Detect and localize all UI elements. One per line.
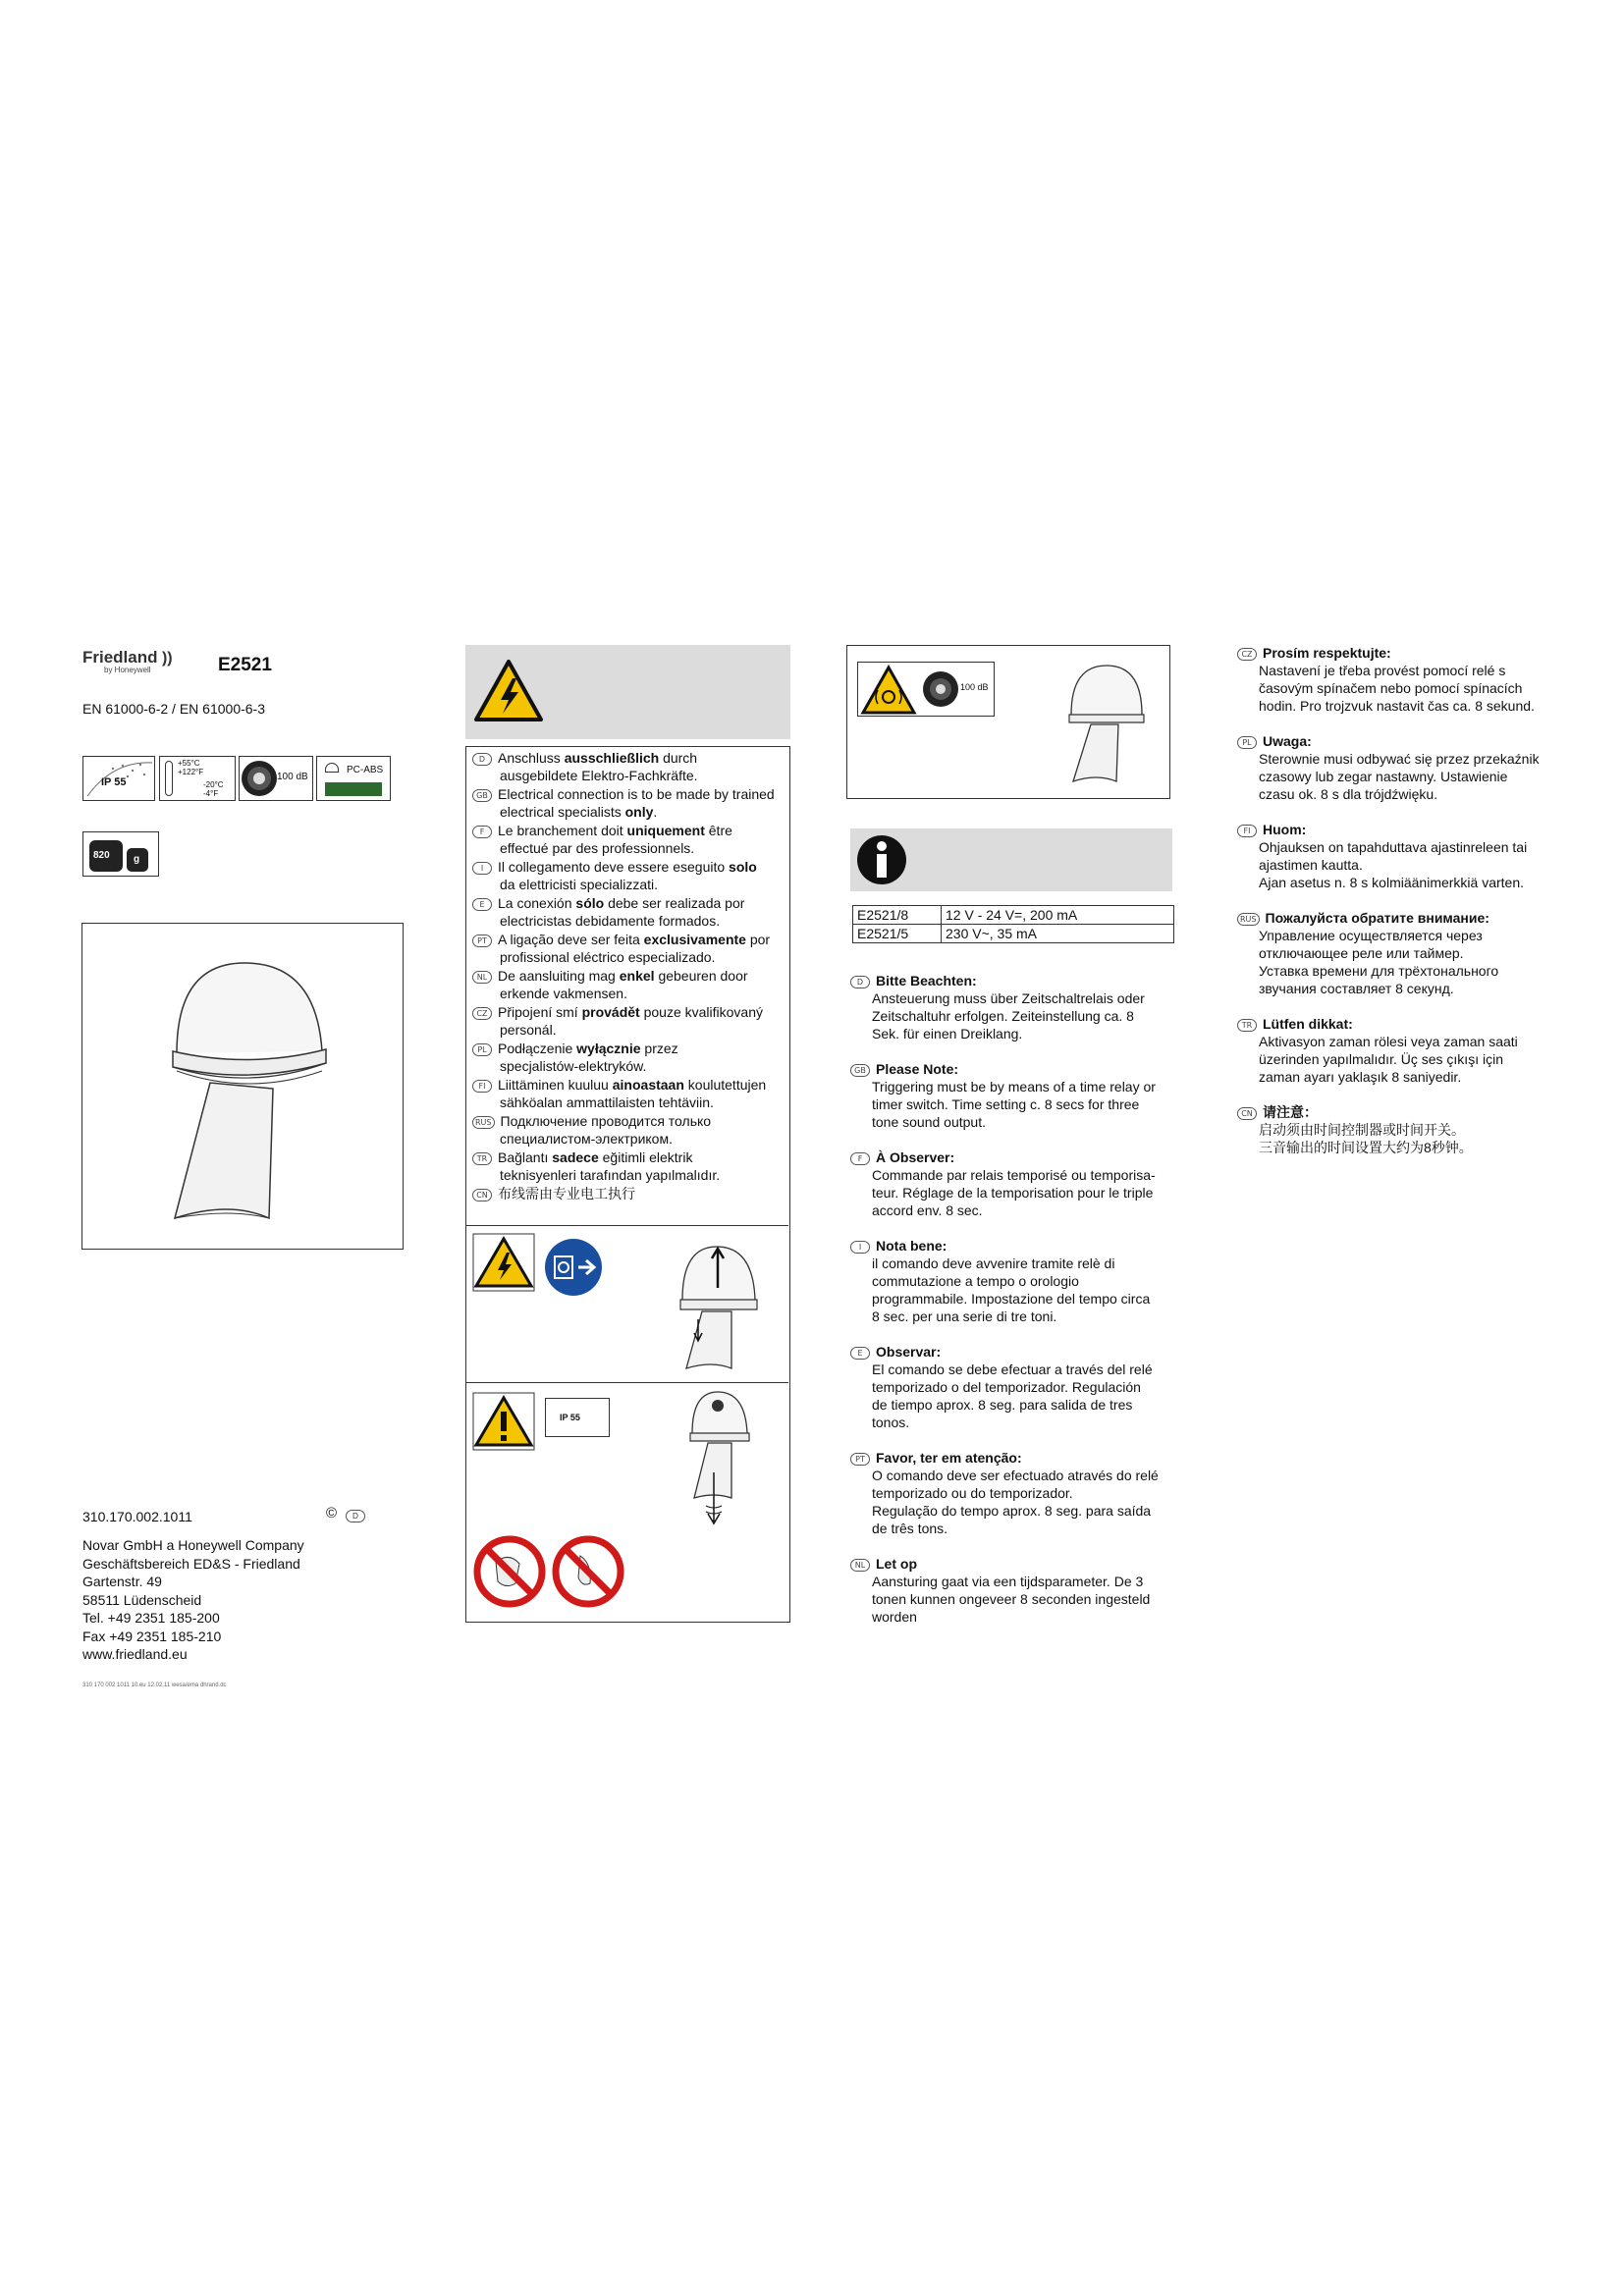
notes-column-4 xyxy=(1237,644,1591,1174)
note-line: czasowy lub zegar nastawny. Ustawienie xyxy=(1259,769,1508,784)
note-section xyxy=(1237,1103,1591,1156)
brand-name: Friedland xyxy=(82,648,158,667)
product-illustration xyxy=(81,923,404,1250)
spec-value: 230 V~, 35 mA xyxy=(942,925,1174,943)
warning-text: erkende vakmensen. xyxy=(500,986,627,1001)
warning-item xyxy=(472,1112,789,1148)
lang-badge: CZ xyxy=(1237,648,1257,661)
warning-text: 布线需由专业电工执行 xyxy=(498,1186,635,1201)
note-section xyxy=(850,1343,1184,1431)
note-line: Sterownie musi odbywać się przez przekaźnik xyxy=(1259,751,1540,767)
warning-text: eğitimli elektrik xyxy=(598,1149,693,1165)
warning-text: da elettricisti specializzati. xyxy=(500,877,659,892)
note-title: Пожалуйста обратите внимание: xyxy=(1265,910,1489,926)
high-voltage-icon xyxy=(472,1233,535,1292)
lang-badge: E xyxy=(472,898,492,911)
note-title: Please Note: xyxy=(876,1061,959,1077)
warning-text: Anschluss xyxy=(498,750,565,766)
warning-item xyxy=(472,785,789,821)
note-line: de tiempo aprox. 8 seg. para salida de tres xyxy=(872,1397,1133,1413)
note-section xyxy=(1237,1015,1591,1086)
lang-badge: F xyxy=(850,1152,870,1165)
sound-level-icon xyxy=(239,756,313,801)
lang-badge: I xyxy=(472,862,492,875)
note-line: O comando deve ser efectuado através do relé xyxy=(872,1468,1159,1483)
warning-header xyxy=(465,645,790,739)
high-voltage-icon xyxy=(473,659,544,723)
copyright-icon: © xyxy=(326,1505,338,1522)
note-line: Ajan asetus n. 8 s kolmiäänimerkkiä varten. xyxy=(1259,875,1525,890)
spec-table xyxy=(852,905,1174,943)
lang-badge: CN xyxy=(472,1189,492,1201)
note-section xyxy=(1237,644,1591,715)
lang-badge: PL xyxy=(472,1043,492,1056)
warning-emphasis: enkel xyxy=(619,968,655,984)
note-line: звучания составляет 8 секунд. xyxy=(1259,981,1454,996)
note-line: tonos. xyxy=(872,1415,910,1430)
spec-row xyxy=(853,925,1174,943)
note-line: časovým spínačem nebo pomocí spínacích xyxy=(1259,680,1523,696)
note-line: timer switch. Time setting c. 8 secs for three xyxy=(872,1096,1140,1112)
warning-text: pouze kvalifikovaný xyxy=(639,1004,764,1020)
note-line: Ansteuerung muss über Zeitschaltrelais oder xyxy=(872,990,1145,1006)
note-line: Aansturing gaat via een tijdsparameter. De 3 xyxy=(872,1574,1144,1589)
siren-illustration xyxy=(1044,654,1162,793)
sound-caution-icon xyxy=(860,665,917,716)
weight-icon xyxy=(82,831,159,877)
warning-text: durch xyxy=(659,750,698,766)
warning-item xyxy=(472,1185,789,1202)
note-line: ajastimen kautta. xyxy=(1259,857,1363,873)
warning-text: personál. xyxy=(500,1022,557,1038)
temp-high-f: +122°F xyxy=(178,768,204,776)
warning-item xyxy=(472,1148,789,1184)
note-line: zaman ayarı yaklaşık 8 saniyedir. xyxy=(1259,1069,1462,1085)
note-title: Lütfen dikkat: xyxy=(1263,1016,1353,1032)
lang-badge: TR xyxy=(472,1152,492,1165)
warning-text: gebeuren door xyxy=(654,968,748,984)
warning-item xyxy=(472,1040,789,1075)
warning-emphasis: ainoastaan xyxy=(612,1077,684,1093)
note-line: отключающее реле или таймер. xyxy=(1259,945,1464,961)
note-line: Aktivasyon zaman rölesi veya zaman saati xyxy=(1259,1034,1518,1049)
lang-badge: E xyxy=(850,1347,870,1360)
sound-figure xyxy=(846,645,1170,799)
warning-item xyxy=(472,931,789,966)
warning-item xyxy=(472,858,789,893)
warning-text: ausgebildete Elektro-Fachkräfte. xyxy=(500,768,698,783)
warning-emphasis: exclusivamente xyxy=(643,932,746,947)
note-section xyxy=(850,1060,1184,1131)
note-line: temporizado o del temporizador. Regulación xyxy=(872,1379,1141,1395)
weight-unit: g xyxy=(134,854,140,865)
warning-item xyxy=(472,749,789,784)
spec-model: E2521/8 xyxy=(853,906,942,925)
warning-text: electrical specialists xyxy=(500,804,625,820)
warning-text: La conexión xyxy=(498,895,576,911)
lang-badge: F xyxy=(472,826,492,838)
note-line: hodin. Pro trojzvuk nastavit čas ca. 8 sekund. xyxy=(1259,698,1535,714)
warning-emphasis: sólo xyxy=(575,895,605,911)
lang-badge: I xyxy=(850,1241,870,1254)
warning-panel xyxy=(465,746,790,1623)
material-icon xyxy=(316,756,391,801)
note-title: 请注意： xyxy=(1263,1104,1318,1120)
db-label: 100 dB xyxy=(277,772,308,782)
note-line: Commande par relais temporisé ou temporisa- xyxy=(872,1167,1156,1183)
note-title: À Observer: xyxy=(876,1149,955,1165)
note-section xyxy=(1237,821,1591,891)
note-title: Favor, ter em atenção: xyxy=(876,1450,1022,1466)
lang-badge: PT xyxy=(850,1453,870,1466)
warning-text: teknisyenleri tarafından yapılmalıdır. xyxy=(500,1167,721,1183)
company-name: Novar GmbH a Honeywell Company xyxy=(82,1537,304,1553)
note-section xyxy=(850,1449,1184,1537)
lang-badge: NL xyxy=(472,971,492,984)
waves-icon: )) xyxy=(161,650,173,667)
warning-text: debe ser realizada por xyxy=(604,895,745,911)
unplug-icon xyxy=(543,1237,604,1298)
note-line: worden xyxy=(872,1609,917,1625)
lang-badge: GB xyxy=(850,1064,870,1077)
caution-icon xyxy=(472,1392,535,1451)
note-section xyxy=(850,1237,1184,1325)
ip-rating-small xyxy=(545,1398,610,1437)
warning-text: De aansluiting mag xyxy=(498,968,620,984)
note-title: Observar: xyxy=(876,1344,942,1360)
note-line: Ohjauksen on tapahduttava ajastinreleen tai xyxy=(1259,839,1528,855)
warning-text: Le branchement doit xyxy=(498,823,627,838)
warning-text: Připojení smí xyxy=(498,1004,582,1020)
note-line: czasu ok. 8 s dla trójdźwięku. xyxy=(1259,786,1438,802)
spec-row xyxy=(853,906,1174,925)
note-section xyxy=(1237,732,1591,803)
note-line: 8 sec. per una serie di tre toni. xyxy=(872,1308,1057,1324)
note-line: üzerinden yapılmalıdır. Üç ses çıkışı için xyxy=(1259,1051,1503,1067)
temp-low-f: -4°F xyxy=(203,789,219,798)
warning-emphasis: only xyxy=(624,804,654,820)
note-line: programmabile. Impostazione del tempo circa xyxy=(872,1291,1151,1307)
warning-text: Podłączenie xyxy=(498,1041,577,1056)
warning-item xyxy=(472,894,789,930)
warning-text: être xyxy=(704,823,732,838)
note-line: Triggering must be by means of a time relay or xyxy=(872,1079,1156,1095)
note-title: Uwaga: xyxy=(1263,733,1312,749)
spec-value: 12 V - 24 V=, 200 mA xyxy=(942,906,1174,925)
note-section xyxy=(1237,909,1591,997)
speaker-icon xyxy=(921,667,960,712)
lang-badge: FI xyxy=(472,1080,492,1093)
note-section xyxy=(850,972,1184,1042)
warning-text: . xyxy=(653,804,658,820)
warning-item xyxy=(472,822,789,857)
company-tel: Tel. +49 2351 185-200 xyxy=(82,1610,220,1626)
note-title: Bitte Beachten: xyxy=(876,973,977,988)
note-title: Let op xyxy=(876,1556,917,1572)
ip-rating-icon xyxy=(82,756,155,801)
info-header xyxy=(850,828,1172,891)
note-section xyxy=(850,1555,1184,1626)
temperature-icon xyxy=(159,756,236,801)
warning-text: profissional eléctrico especializado. xyxy=(500,949,716,965)
note-line: Nastavení je třeba provést pomocí relé s xyxy=(1259,663,1506,678)
lang-d-icon: D xyxy=(346,1507,371,1524)
model-title: E2521 xyxy=(218,655,272,675)
note-title: Nota bene: xyxy=(876,1238,947,1254)
lang-badge: TR xyxy=(1237,1019,1257,1032)
no-water-icon xyxy=(551,1534,625,1609)
warning-emphasis: provádět xyxy=(581,1004,640,1020)
warning-text: effectué par des professionnels. xyxy=(500,840,695,856)
warning-emphasis: uniquement xyxy=(626,823,705,838)
lang-badge: NL xyxy=(850,1559,870,1572)
warning-text: przez xyxy=(640,1041,678,1056)
note-line: il comando deve avvenire tramite relè di xyxy=(872,1255,1115,1271)
warning-emphasis: sadece xyxy=(552,1149,599,1165)
weight-value: 820 xyxy=(93,850,110,861)
warning-text: electricistas debidamente formados. xyxy=(500,913,721,929)
warning-text: Bağlantı xyxy=(498,1149,553,1165)
note-line: Sek. für einen Dreiklang. xyxy=(872,1026,1023,1041)
drill-mount-illustration xyxy=(663,1384,771,1531)
note-line: accord env. 8 sec. xyxy=(872,1202,983,1218)
company-street: Gartenstr. 49 xyxy=(82,1574,162,1589)
warning-text: Il collegamento deve essere eseguito xyxy=(498,859,730,875)
warning-emphasis: ausschließlich xyxy=(564,750,660,766)
lang-badge: D xyxy=(472,753,492,766)
note-title: Prosím respektujte: xyxy=(1263,645,1391,661)
note-line: Уставка времени для трёхтонального xyxy=(1259,963,1499,979)
lang-badge: RUS xyxy=(1237,913,1260,926)
warning-emphasis: solo xyxy=(729,859,757,875)
note-line: El comando se debe efectuar a través del relé xyxy=(872,1362,1153,1377)
note-line: 启动须由时间控制器或时间开关。 xyxy=(1259,1122,1465,1138)
warning-text: Liittäminen kuuluu xyxy=(498,1077,613,1093)
note-line: tonen kunnen ongeveer 8 seconden ingesteld xyxy=(872,1591,1151,1607)
print-reference: 310 170 002 1011 10.eu 12.02.11 wesa/ema dhrand.dc xyxy=(82,1682,227,1688)
note-line: 三音输出的时间设置大约为8秒钟。 xyxy=(1259,1140,1473,1155)
disconnect-figure xyxy=(466,1227,788,1382)
warning-text: koulutettujen xyxy=(683,1077,767,1093)
company-division: Geschäftsbereich ED&S - Friedland xyxy=(82,1555,300,1572)
warning-text: por xyxy=(745,932,771,947)
warning-text: specjalistów-elektryków. xyxy=(500,1058,647,1074)
lang-badge: D xyxy=(850,976,870,988)
note-title: Huom: xyxy=(1263,822,1307,837)
warning-text: Electrical connection is to be made by trained xyxy=(498,786,775,802)
standards: EN 61000-6-2 / EN 61000-6-3 xyxy=(82,701,265,717)
lang-badge: CN xyxy=(1237,1107,1257,1120)
note-line: Regulação do tempo aprox. 8 seg. para saída xyxy=(872,1503,1152,1519)
remove-cover-illustration xyxy=(663,1231,771,1378)
note-line: tone sound output. xyxy=(872,1114,986,1130)
warning-item xyxy=(472,1076,789,1111)
sound-warning-icons xyxy=(857,662,995,717)
warning-item xyxy=(472,1003,789,1039)
company-address xyxy=(82,1536,304,1664)
lang-badge: GB xyxy=(472,789,492,802)
warning-item xyxy=(472,967,789,1002)
warning-list xyxy=(466,747,789,1202)
company-city: 58511 Lüdenscheid xyxy=(82,1591,202,1608)
lang-badge: PT xyxy=(472,934,492,947)
warning-emphasis: wyłącznie xyxy=(576,1041,641,1056)
material-label: PC-ABS xyxy=(347,765,384,775)
doc-number: 310.170.002.1011 xyxy=(82,1509,192,1524)
note-line: commutazione a tempo o orologio xyxy=(872,1273,1079,1289)
lang-badge: RUS xyxy=(472,1116,495,1129)
note-line: de três tons. xyxy=(872,1521,948,1536)
lang-badge: PL xyxy=(1237,736,1257,749)
lang-badge: FI xyxy=(1237,825,1257,837)
note-section xyxy=(850,1148,1184,1219)
temp-low-c: -20°C xyxy=(203,780,224,789)
ip-label: IP 55 xyxy=(101,776,127,788)
no-drilling-icon xyxy=(472,1534,547,1609)
note-line: temporizado ou do temporizador. xyxy=(872,1485,1073,1501)
brand-logo xyxy=(82,648,190,683)
lang-badge: CZ xyxy=(472,1007,492,1020)
spec-model: E2521/5 xyxy=(853,925,942,943)
warning-text: A ligação deve ser feita xyxy=(498,932,644,947)
info-icon xyxy=(856,834,907,885)
ip-small-label: IP 55 xyxy=(560,1413,580,1422)
note-line: teur. Réglage de la temporisation pour le triple xyxy=(872,1185,1154,1201)
temp-high-c: +55°C xyxy=(178,759,200,768)
mounting-figure xyxy=(466,1384,788,1531)
warning-text: sähköalan ammattilaisten tehtäviin. xyxy=(500,1095,714,1110)
note-line: Управление осуществляется через xyxy=(1259,928,1483,943)
warning-text: Подключение проводится только xyxy=(500,1113,712,1129)
company-web: www.friedland.eu xyxy=(82,1646,188,1662)
db-small-label: 100 dB xyxy=(960,682,989,692)
company-fax: Fax +49 2351 185-210 xyxy=(82,1628,222,1644)
brand-sub: by Honeywell xyxy=(104,666,151,674)
note-line: Zeitschaltuhr erfolgen. Zeiteinstellung ca. 8 xyxy=(872,1008,1134,1024)
warning-text: специалистом-электриком. xyxy=(500,1131,673,1147)
notes-column-3 xyxy=(850,972,1184,1643)
